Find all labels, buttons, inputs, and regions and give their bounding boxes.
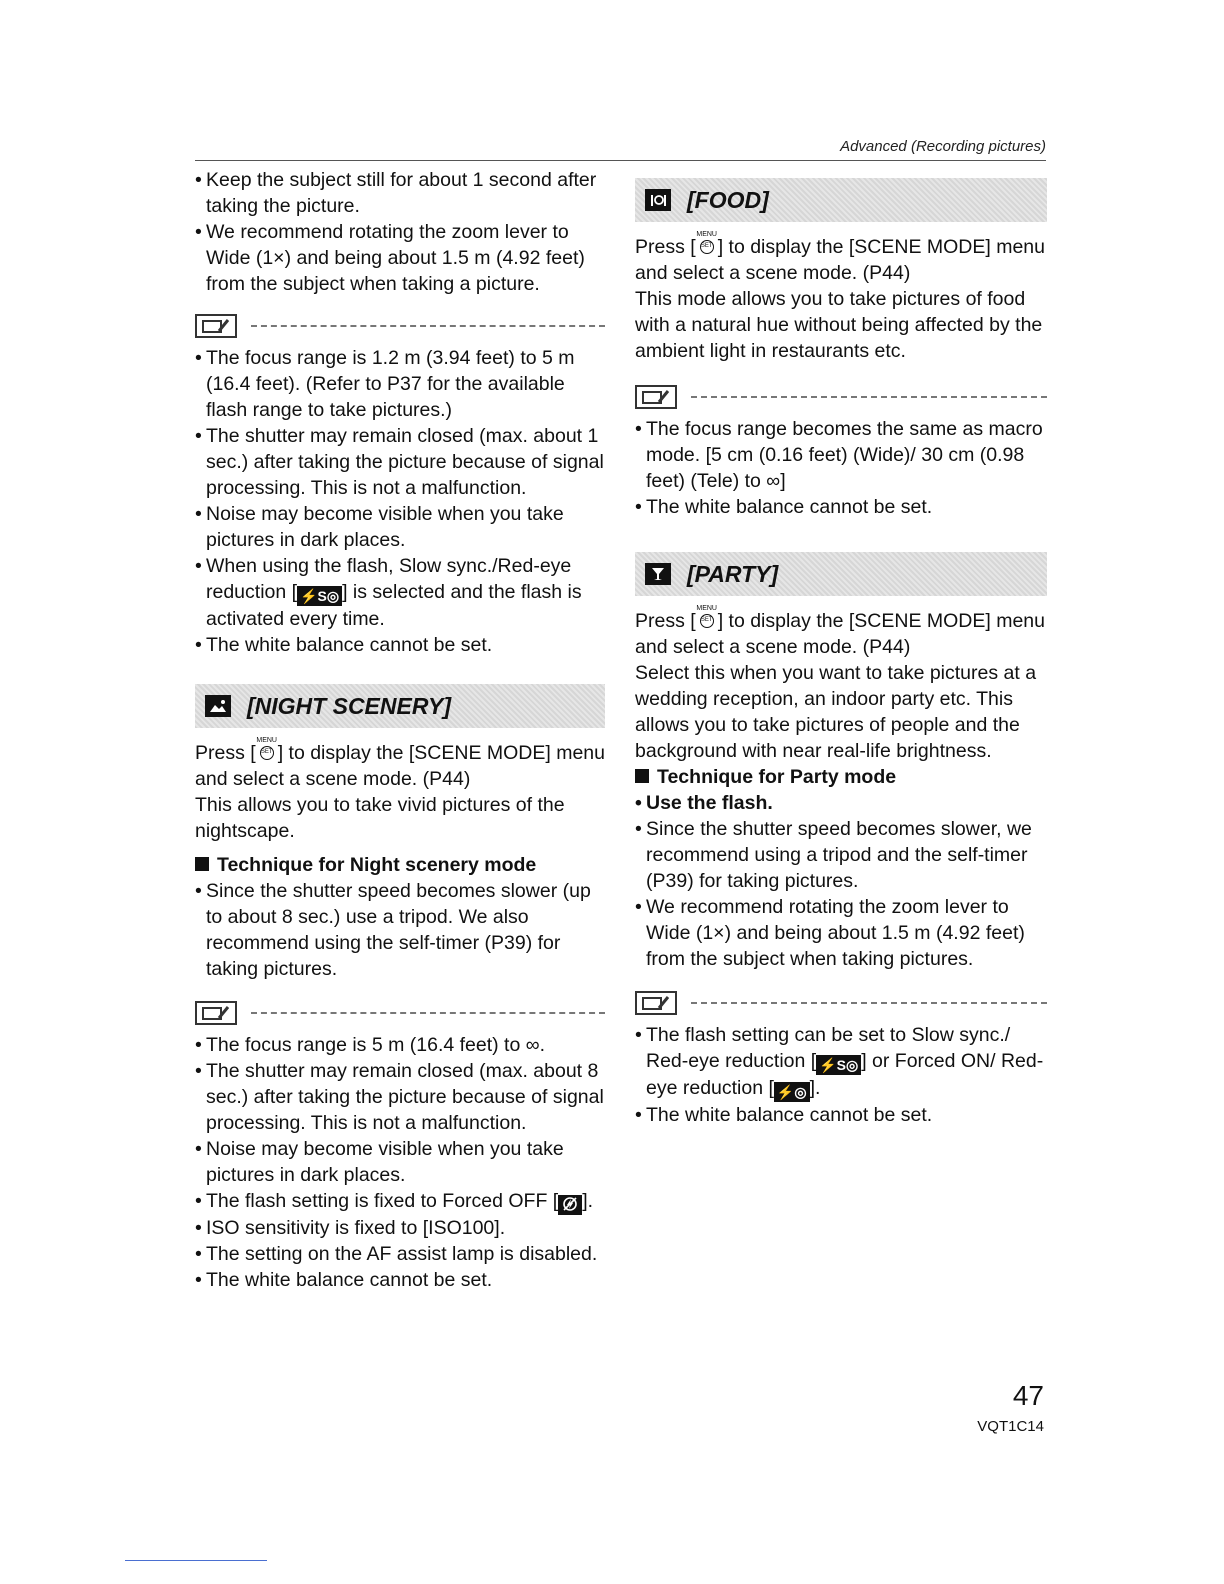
note-divider xyxy=(195,311,605,341)
list-item: • Noise may become visible when you take pictures in dark places. xyxy=(195,501,605,553)
square-bullet-icon xyxy=(195,857,209,871)
text-part: ] to display the [SCENE MODE] menu and select a scene mode. (P44) xyxy=(635,610,1045,658)
menu-set-icon xyxy=(256,737,278,762)
section-title: [PARTY] xyxy=(687,561,779,587)
dashed-rule xyxy=(691,396,1047,398)
list-item: • The white balance cannot be set. xyxy=(195,1267,605,1293)
night-scenery-heading xyxy=(195,684,605,728)
text-part: ] to display the [SCENE MODE] menu and select a scene mode. (P44) xyxy=(635,236,1045,284)
list-item: • Since the shutter speed becomes slower, we recommend using a tripod and the self-timer (P39) for taking pictures. xyxy=(635,816,1047,894)
press-instruction xyxy=(635,231,1047,286)
list-item: • We recommend rotating the zoom lever to Wide (1×) and being about 1.5 m (4.92 feet) from the subject when taking pictures. xyxy=(635,894,1047,972)
square-bullet-icon xyxy=(635,769,649,783)
section-title: [FOOD] xyxy=(687,187,769,213)
flash-forced-on-redeye-icon: ⚡◎ xyxy=(774,1082,810,1102)
dashed-rule xyxy=(251,1012,605,1014)
page-number: 47 xyxy=(1012,1380,1044,1411)
text-part: ]. xyxy=(809,1077,821,1099)
notes-list xyxy=(195,345,605,658)
text-part: ] is selected and the flash is activated every time. xyxy=(206,581,582,630)
text-part: Press [ xyxy=(635,610,696,632)
note-divider xyxy=(195,998,605,1028)
note-icon xyxy=(195,314,237,338)
mode-description: This allows you to take vivid pictures of the nightscape. xyxy=(195,794,565,842)
notes-list xyxy=(195,1032,605,1293)
dashed-rule xyxy=(691,1002,1047,1004)
list-item: • The white balance cannot be set. xyxy=(635,1102,1047,1128)
mode-description: Select this when you want to take pictures at a wedding reception, an indoor party etc. This allows you to take pictures of people and the background with near real-life brightness. xyxy=(635,662,1037,762)
text-part: ]. xyxy=(582,1190,594,1212)
night-scenery-icon xyxy=(205,695,231,717)
footer-rule xyxy=(125,1560,267,1561)
text-part: When using the flash, Slow sync./Red-eye reduction [ xyxy=(206,555,572,603)
menu-set-icon xyxy=(696,605,718,630)
list-item: • Keep the subject still for about 1 second after taking the picture. xyxy=(195,167,605,219)
technique-list xyxy=(195,878,605,982)
set-label: SET xyxy=(700,240,714,254)
list-item xyxy=(195,553,605,632)
section-title: [NIGHT SCENERY] xyxy=(247,693,452,719)
list-item: • Use the flash. xyxy=(635,790,1047,816)
note-icon xyxy=(635,385,677,409)
text-part: ] to display the [SCENE MODE] menu and select a scene mode. (P44) xyxy=(195,742,605,790)
press-instruction xyxy=(195,737,605,792)
list-item: • Since the shutter speed becomes slower (up to about 8 sec.) use a tripod. We also recommend using the self-timer (P39) for taking pictures. xyxy=(195,878,605,982)
notes-list xyxy=(635,416,1047,520)
text-part: The flash setting can be set to Slow sync./ Red-eye reduction [ xyxy=(646,1024,1011,1072)
food-heading xyxy=(635,178,1047,222)
list-item: • The focus range is 1.2 m (3.94 feet) to 5 m (16.4 feet). (Refer to P37 for the available flash range to take pictures.) xyxy=(195,345,605,423)
press-instruction xyxy=(635,605,1047,660)
list-item: • The shutter may remain closed (max. about 1 sec.) after taking the picture because of signal processing. This is not a malfunction. xyxy=(195,423,605,501)
text-part: Press [ xyxy=(635,236,696,258)
list-item xyxy=(635,1022,1047,1102)
flash-slow-sync-redeye-icon: ⚡S◎ xyxy=(297,586,342,606)
section-header: Advanced (Recording pictures) xyxy=(840,138,1046,155)
notes-list xyxy=(635,1022,1047,1128)
menu-label: MENU xyxy=(696,231,717,238)
left-column xyxy=(195,167,605,1293)
technique-list xyxy=(635,790,1047,972)
list-item: • The focus range becomes the same as macro mode. [5 cm (0.16 feet) (Wide)/ 30 cm (0.98 feet) (Tele) to ∞] xyxy=(635,416,1047,494)
set-label: SET xyxy=(700,614,714,628)
technique-label: Technique for Party mode xyxy=(657,766,897,788)
intro-bullets xyxy=(195,167,605,297)
right-column xyxy=(635,178,1047,1128)
note-divider xyxy=(635,988,1047,1018)
model-code: VQT1C14 xyxy=(977,1418,1044,1435)
header-rule xyxy=(195,160,1046,161)
list-item: • Noise may become visible when you take pictures in dark places. xyxy=(195,1136,605,1188)
list-item: • The shutter may remain closed (max. about 8 sec.) after taking the picture because of signal processing. This is not a malfunction. xyxy=(195,1058,605,1136)
dashed-rule xyxy=(251,325,605,327)
list-item: • The focus range is 5 m (16.4 feet) to ∞. xyxy=(195,1032,605,1058)
text-part: Press [ xyxy=(195,742,256,764)
food-icon xyxy=(645,189,671,211)
note-icon xyxy=(195,1001,237,1025)
note-divider xyxy=(635,382,1047,412)
party-heading xyxy=(635,552,1047,596)
menu-label: MENU xyxy=(256,737,277,744)
text-part: ] or Forced ON/ Red-eye reduction [ xyxy=(646,1050,1044,1099)
list-item: • We recommend rotating the zoom lever to Wide (1×) and being about 1.5 m (4.92 feet) from the subject when taking a picture. xyxy=(195,219,605,297)
technique-heading xyxy=(635,764,1047,790)
note-icon xyxy=(635,991,677,1015)
flash-off-icon xyxy=(558,1195,582,1215)
list-item: • The white balance cannot be set. xyxy=(195,632,605,658)
list-item: • ISO sensitivity is fixed to [ISO100]. xyxy=(195,1215,605,1241)
list-item: • The white balance cannot be set. xyxy=(635,494,1047,520)
text-part: The flash setting is fixed to Forced OFF [ xyxy=(206,1190,559,1212)
technique-heading xyxy=(195,852,605,878)
flash-slow-sync-redeye-icon: ⚡S◎ xyxy=(816,1055,861,1075)
technique-label: Technique for Night scenery mode xyxy=(217,854,537,876)
mode-description: This mode allows you to take pictures of food with a natural hue without being affected by the ambient light in restaurants etc. xyxy=(635,288,1043,362)
menu-label: MENU xyxy=(696,605,717,612)
menu-set-icon xyxy=(696,231,718,256)
party-icon xyxy=(645,563,671,585)
set-label: SET xyxy=(260,746,274,760)
list-item xyxy=(195,1188,605,1215)
list-item: • The setting on the AF assist lamp is disabled. xyxy=(195,1241,605,1267)
